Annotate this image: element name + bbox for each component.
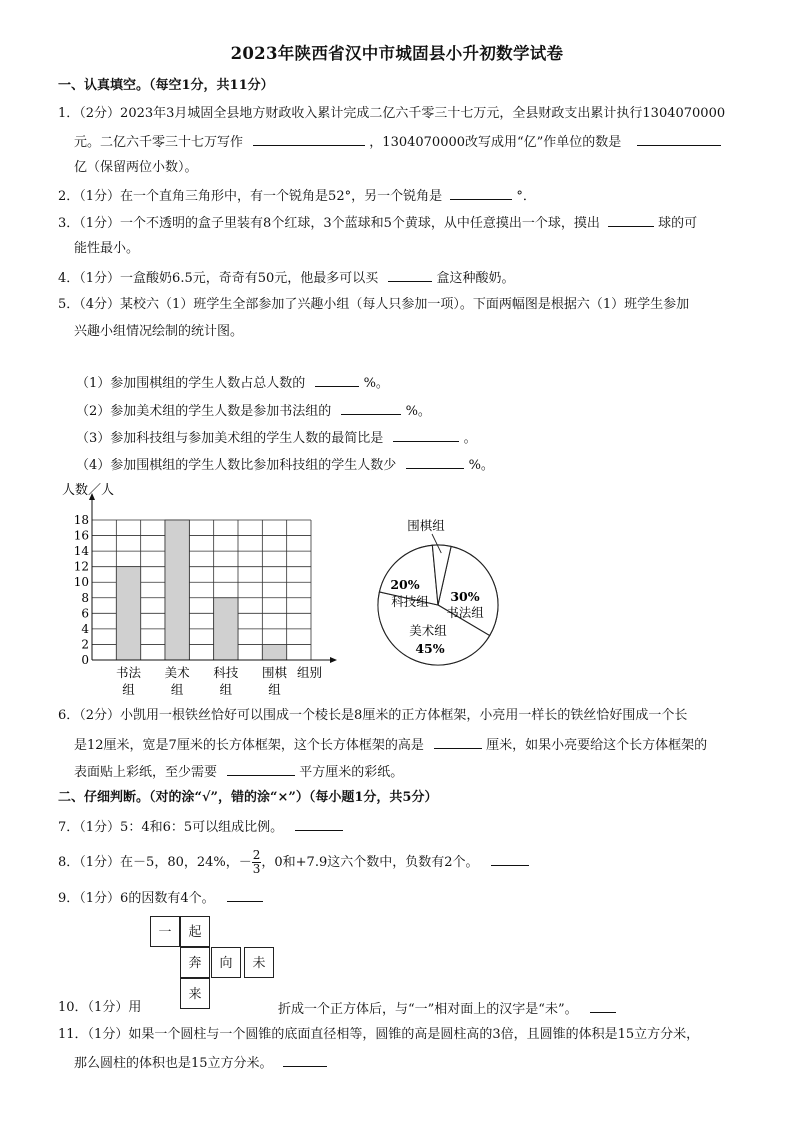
bar [214,598,238,660]
x-axis-arrow [330,657,337,663]
net-cell: 未 [244,947,274,978]
q6-line3 [74,762,403,782]
q6-line2-a: 是12厘米，宽是7厘米的长方体框架，这个长方体框架的高是 [74,738,424,753]
bar [262,644,286,660]
y-tick-label: 0 [81,653,89,667]
q2 [58,186,536,206]
pie-slice-label: 书法组 [446,605,484,620]
pie-slice-label: 科技组 [391,594,429,609]
q5-sub4 [76,455,494,475]
pie-value-label: 20% [390,577,420,592]
q2-tail: °． [516,189,536,204]
q6-blank1[interactable] [434,735,482,749]
q1-blank1[interactable] [253,132,365,146]
bar [116,567,140,660]
q5-sub3-tail: 。 [463,431,477,446]
net-cell: 来 [180,978,210,1009]
q5-sub1 [76,373,389,393]
q5-sub2-blank[interactable] [341,401,401,415]
pie-slice-label: 围棋组 [407,518,445,533]
y-tick-label: 8 [81,590,89,605]
q3-blank[interactable] [608,213,654,227]
q9-text: 9．（1分）6的因数有4个。 [58,891,215,906]
q1-line2 [74,132,721,152]
section2-heading: 二、仔细判断。（对的涂“√”，错的涂“×”）（每小题1分，共5分） [58,790,438,805]
category-label: 书法 [115,665,142,680]
q8-fraction [252,849,262,876]
q3-line1 [58,213,697,233]
q5-sub2 [76,401,431,421]
q7-answer-blank[interactable] [295,817,343,831]
y-tick-label: 16 [73,528,89,543]
q1-line2-a: 元。二亿六千零三十七万写作 [74,135,244,150]
q3-text: 3．（1分）一个不透明的盒子里装有8个红球，3个蓝球和5个黄球，从中任意摸出一个球，摸出 [58,216,600,231]
q5-line2: 兴趣小组情况绘制的统计图。 [74,324,244,339]
q5-sub3-blank[interactable] [393,428,459,442]
q5-sub2-tail: %。 [405,404,431,419]
q11-answer-blank[interactable] [283,1053,327,1067]
q4-blank[interactable] [388,268,432,282]
q10-answer-blank[interactable] [590,999,616,1013]
q5-sub3 [76,428,477,448]
net-cell: 奔 [180,947,210,978]
q10-text-b: 折成一个正方体后，与“一”相对面上的汉字是“未”。 [278,1002,578,1017]
q5-sub4-tail: %。 [468,458,494,473]
q5-line1: 5．（4分）某校六（1）班学生全部参加了兴趣小组（每人只参加一项）。下面两幅图是根据六（1）班学生参加 [58,297,690,312]
category-label: 组 [122,682,135,697]
q4-text: 4．（1分）一盒酸奶6.5元，奇奇有50元，他最多可以买 [58,271,379,286]
category-label: 组 [170,682,184,697]
net-cell: 一 [150,916,180,947]
q6-blank2[interactable] [227,762,295,776]
q8 [58,846,529,880]
q8-text-b: ，0和+7.9这六个数中，负数有2个。 [261,855,479,870]
y-tick-label: 2 [81,637,89,652]
category-label: 围棋 [261,665,288,680]
q7 [58,817,343,837]
q1-line1: 1．（2分）2023年3月城固全县地方财政收入累计完成二亿六千零三十七万元，全县财政支出累计执行1304070000 [58,106,726,121]
category-label: 组 [268,682,281,697]
q3-line2: 能性最小。 [74,241,140,256]
y-tick-label: 10 [73,575,89,590]
q4 [58,268,515,288]
q7-text: 7．（1分）5：4和6：5可以组成比例。 [58,820,284,835]
q8-answer-blank[interactable] [491,852,529,866]
y-tick-label: 12 [73,559,89,574]
q4-tail: 盒这种酸奶。 [436,271,515,286]
q5-sub4-text: （4）参加围棋组的学生人数比参加科技组的学生人数少 [76,458,397,473]
q6-line3-b: 平方厘米的彩纸。 [299,765,404,780]
q1-line3: 亿（保留两位小数）。 [74,160,198,175]
pie-value-label: 45% [415,641,445,656]
q11-line1: 11．（1分）如果一个圆柱与一个圆锥的底面直径相等，圆锥的高是圆柱高的3倍，且圆锥的体积是15立方分米， [58,1027,700,1042]
net-cell: 起 [180,916,210,947]
q9-answer-blank[interactable] [227,888,263,902]
q6-line3-a: 表面贴上彩纸，至少需要 [74,765,218,780]
q5-sub2-text: （2）参加美术组的学生人数是参加书法组的 [76,404,332,419]
bar [165,520,189,660]
x-axis-label: 组别 [297,665,323,680]
category-label: 美术 [164,665,190,680]
q1-blank2[interactable] [637,132,721,146]
q10 [278,999,616,1019]
q5-sub1-text: （1）参加围棋组的学生人数占总人数的 [76,376,306,391]
y-axis-label: 人数／人 [62,483,115,498]
q8-frac-den: 3 [252,862,261,876]
q6-line2-b: 厘米，如果小亮要给这个长方体框架的 [486,738,708,753]
bar-chart [60,478,350,703]
q8-frac-num: 2 [252,848,261,862]
q8-text-a: 8．（1分）在－5，80，24%，－ [58,855,252,870]
category-label: 组 [219,682,233,697]
pie-chart [370,518,520,680]
q9 [58,888,263,908]
y-tick-label: 14 [73,544,89,559]
page-title: 2023年陕西省汉中市城固县小升初数学试卷 [230,44,564,63]
q2-text: 2．（1分）在一个直角三角形中，有一个锐角是52°，另一个锐角是 [58,189,443,204]
pie-slice-label: 美术组 [409,623,447,638]
pie-value-label: 30% [450,589,480,604]
y-tick-label: 6 [81,606,89,621]
q5-sub4-blank[interactable] [406,455,464,469]
q11-text: 那么圆柱的体积也是15立方分米。 [74,1056,273,1071]
q6-line1: 6．（2分）小凯用一根铁丝恰好可以围成一个棱长是8厘米的正方体框架，小亮用一样长的铁丝恰好围成一个长 [58,708,688,723]
category-label: 科技 [213,665,239,680]
q5-sub1-blank[interactable] [315,373,359,387]
q6-line2 [74,735,707,755]
net-cell: 向 [211,947,241,978]
q5-sub3-text: （3）参加科技组与参加美术组的学生人数的最简比是 [76,431,384,446]
q11-line2 [74,1053,327,1073]
section1-heading: 一、认真填空。（每空1分，共11分） [58,78,274,93]
q5-sub1-tail: %。 [363,376,389,391]
q2-blank[interactable] [450,186,512,200]
q1-line2-b: ，1304070000改写成用“亿”作单位的数是 [369,135,622,150]
q3-tail: 球的可 [658,216,698,231]
y-tick-label: 4 [81,621,89,636]
q10-text-a: 10．（1分）用 [58,1000,142,1015]
y-tick-label: 18 [73,513,89,527]
